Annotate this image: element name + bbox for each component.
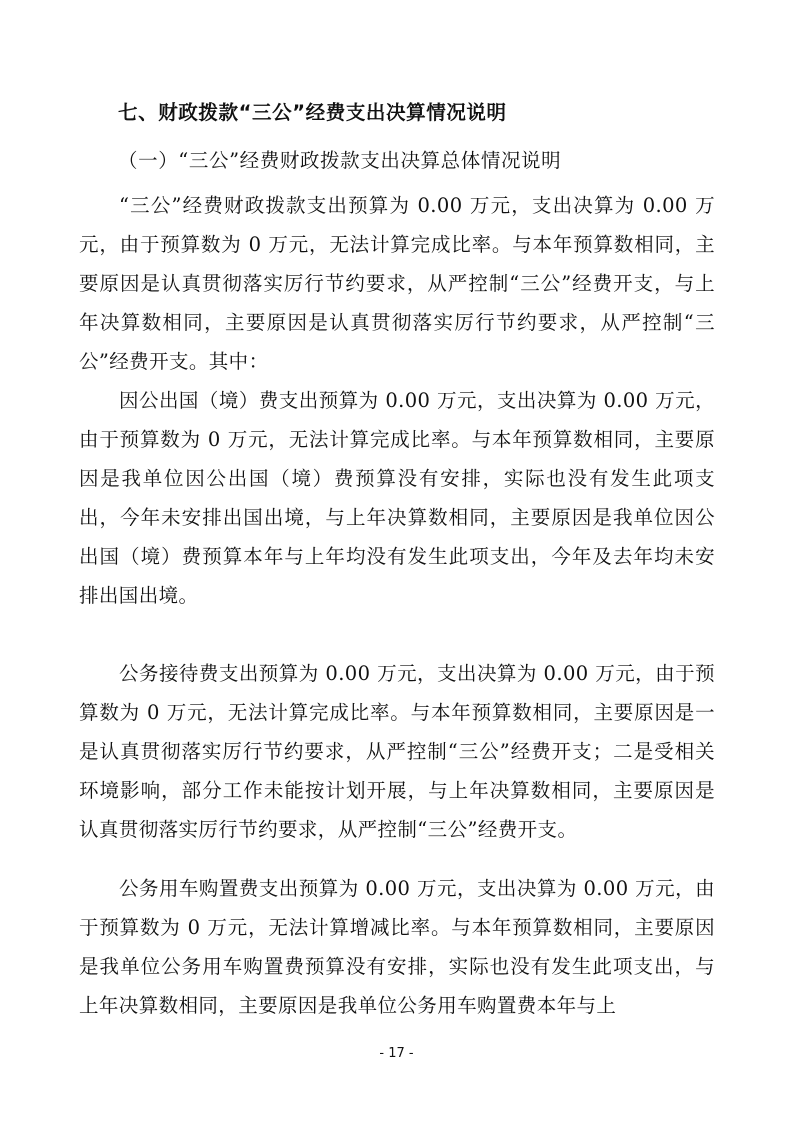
section-heading: 七、财政拨款“三公”经费支出决算情况说明 (118, 101, 507, 124)
paragraph-overall: “三公”经费财政拨款支出预算为 0.00 万元，支出决算为 0.00 万元，由于预算数为 0 万元，无法计算完成比率。与本年预算数相同，主要原因是认真贯彻落实厉行节约要求，从严控制“三公”经费开支，与上年决算数相同，主要原因是认真贯彻落实厉行节约要求，从严控制“三公”经费开支。其中： (79, 194, 715, 373)
paragraph-vehicle-purchase: 公务用车购置费支出预算为 0.00 万元，支出决算为 0.00 万元，由于预算数为 0 万元，无法计算增减比率。与本年预算数相同，主要原因是我单位公务用车购置费预算没有安排，实际也没有发生此项支出，与上年决算数相同，主要原因是我单位公务用车购置费本年与上 (79, 877, 715, 1017)
paragraph-official-reception: 公务接待费支出预算为 0.00 万元，支出决算为 0.00 万元，由于预算数为 0 万元，无法计算完成比率。与本年预算数相同，主要原因是一是认真贯彻落实厉行节约要求，从严控制“三公”经费开支；二是受相关环境影响，部分工作未能按计划开展，与上年决算数相同，主要原因是认真贯彻落实厉行节约要求，从严控制“三公”经费开支。 (79, 662, 715, 841)
subsection-heading: （一）“三公”经费财政拨款支出决算总体情况说明 (118, 149, 562, 172)
page-number: - 17 - (379, 1046, 414, 1061)
paragraph-overseas-travel: 因公出国（境）费支出预算为 0.00 万元，支出决算为 0.00 万元，由于预算数为 0 万元，无法计算完成比率。与本年预算数相同，主要原因是我单位因公出国（境）费预算没有安排，实际也没有发生此项支出，今年未安排出国出境，与上年决算数相同，主要原因是我单位因公出国（境）费预算本年与上年均没有发生此项支出，今年及去年均未安排出国出境。 (79, 389, 715, 607)
